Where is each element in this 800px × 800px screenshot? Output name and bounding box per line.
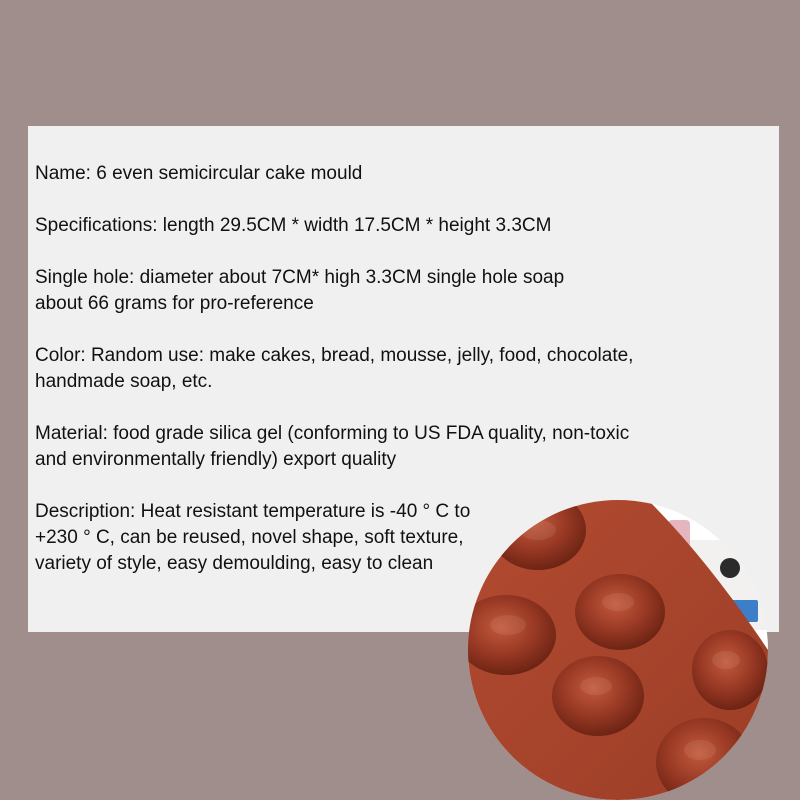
spec-name-line: Name: 6 even semicircular cake mould [35, 163, 363, 184]
mould-cavity [552, 656, 644, 736]
spec-dimensions [35, 213, 551, 239]
product-photo [468, 500, 768, 800]
mould-cavity [575, 574, 665, 650]
spec-material-line-1: Material: food grade silica gel (conforming to US FDA quality, non-toxic [35, 423, 630, 444]
spec-single-hole-line-2: about 66 grams for pro-reference [35, 293, 314, 314]
mould-cavity [692, 630, 768, 710]
spec-single-hole-line-1: Single hole: diameter about 7CM* high 3.3CM single hole soap [35, 267, 565, 288]
spec-description-line-1: Description: Heat resistant temperature is -40 ° C to [35, 501, 471, 522]
spec-dimensions-line: Specifications: length 29.5CM * width 17.5CM * height 3.3CM [35, 215, 552, 236]
spec-color-line-1: Color: Random use: make cakes, bread, mousse, jelly, food, chocolate, [35, 345, 634, 366]
spec-description-line-3: variety of style, easy demoulding, easy to clean [35, 553, 434, 574]
mould-illustration [468, 500, 768, 800]
spec-material-line-2: and environmentally friendly) export quality [35, 449, 397, 470]
spec-description [35, 499, 470, 577]
spec-single-hole [35, 265, 564, 317]
dark-jar-decor [720, 558, 740, 578]
spec-color [35, 343, 633, 395]
spec-material [35, 421, 629, 473]
spec-description-line-2: +230 ° C, can be reused, novel shape, soft texture, [35, 527, 464, 548]
spec-name [35, 161, 362, 187]
spec-color-line-2: handmade soap, etc. [35, 371, 213, 392]
